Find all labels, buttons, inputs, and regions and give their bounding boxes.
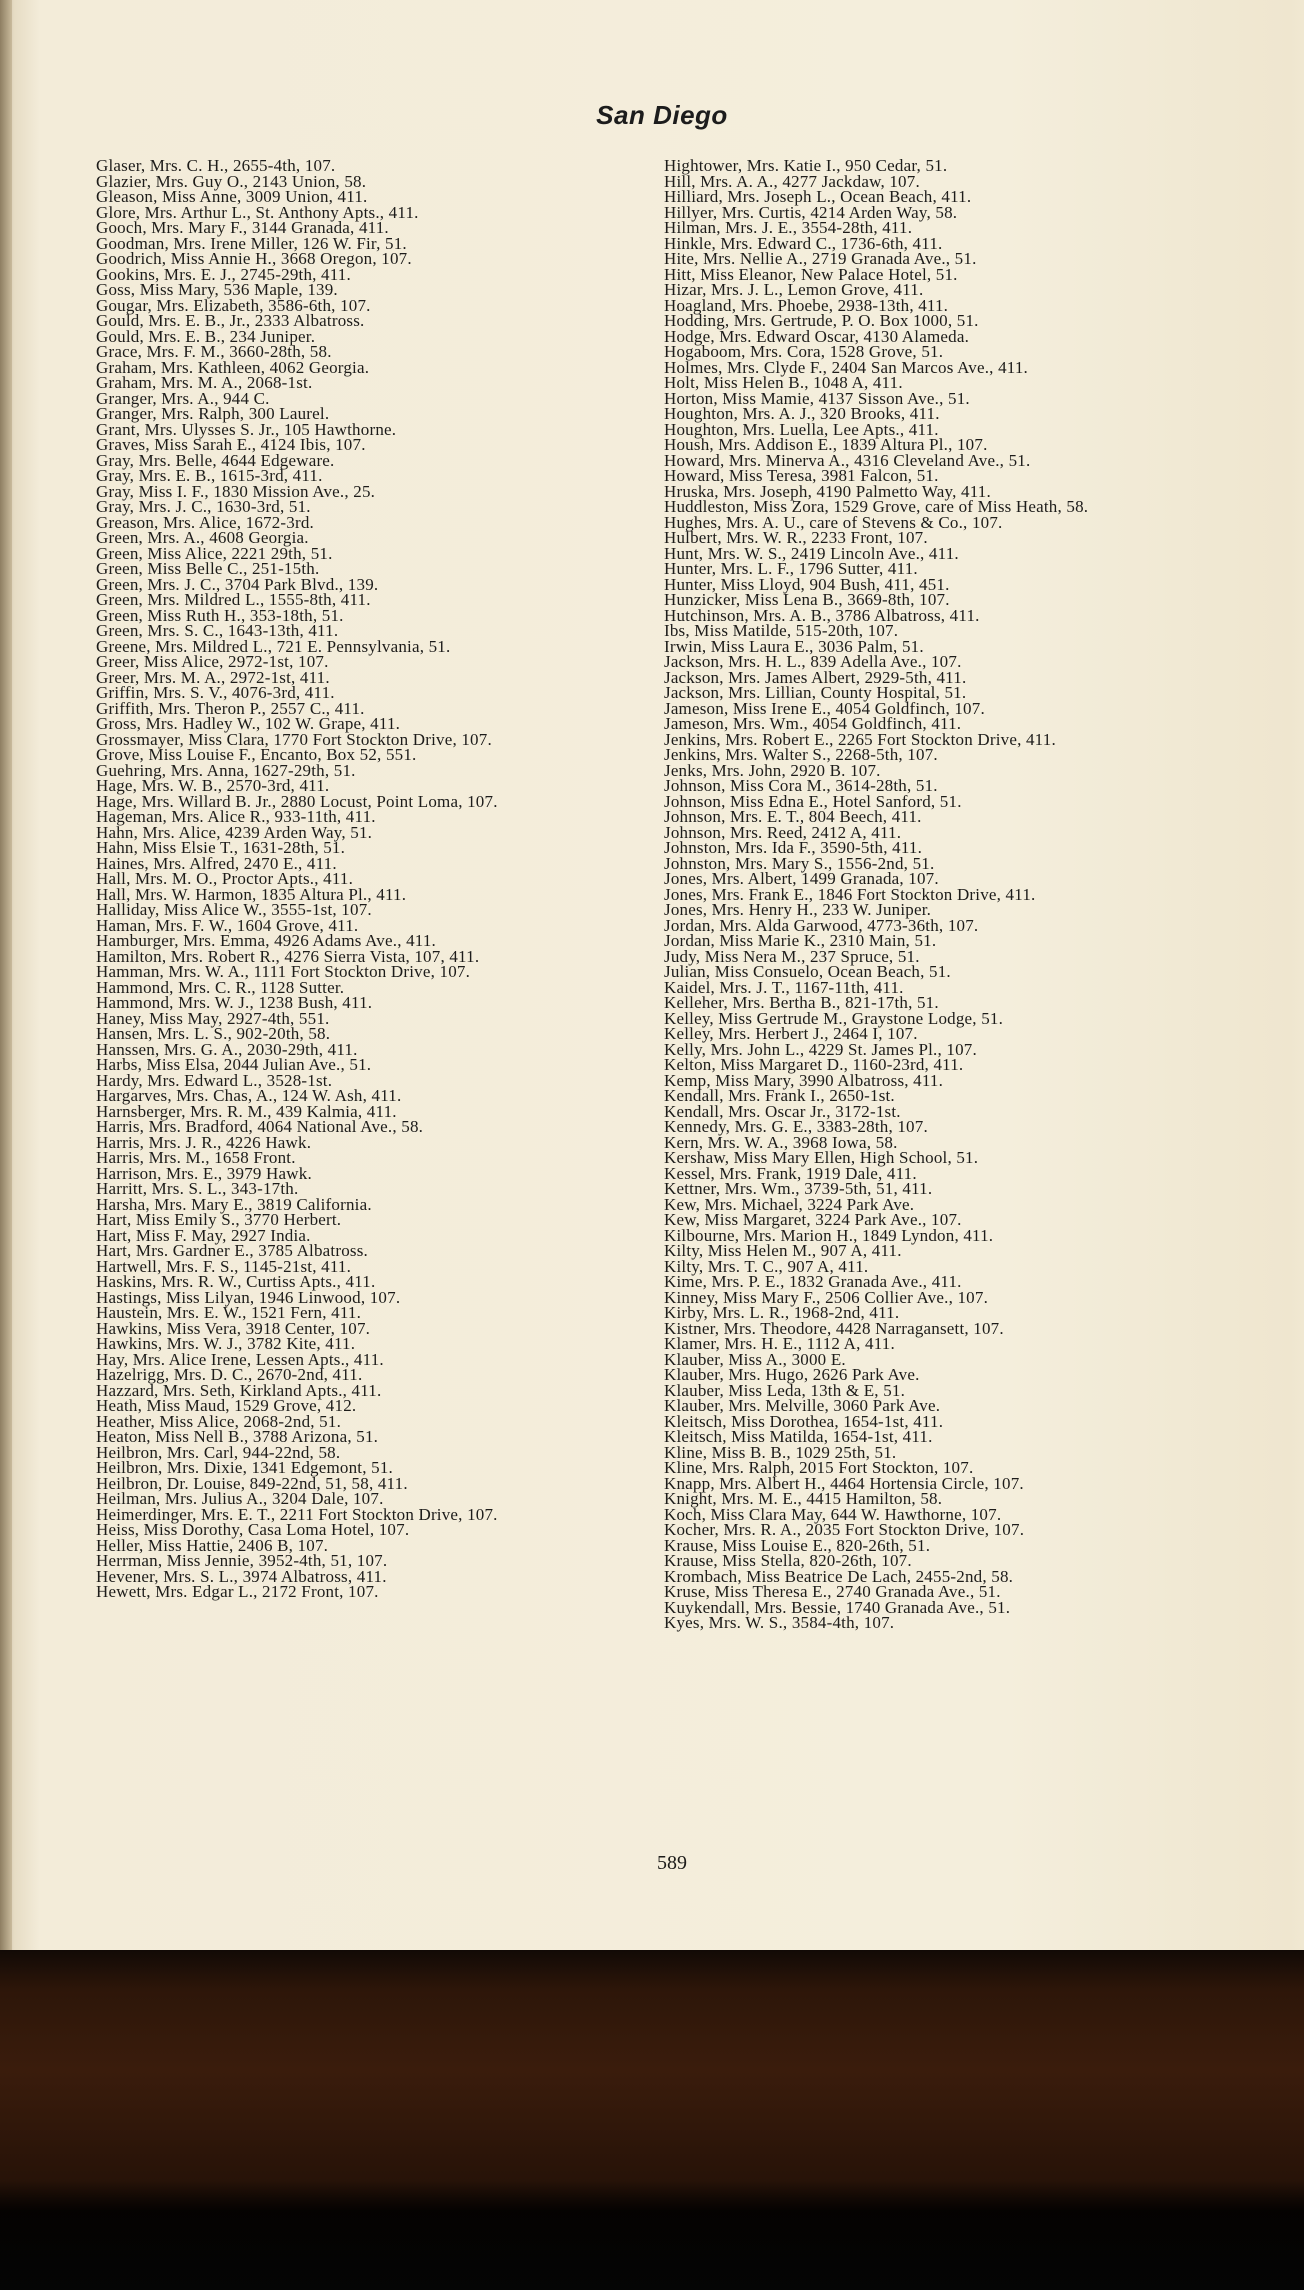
right-column xyxy=(664,158,1219,1631)
directory-entry: Hargarves, Mrs. Chas, A., 124 W. Ash, 411. xyxy=(96,1086,402,1105)
directory-entry: Grace, Mrs. F. M., 3660-28th, 58. xyxy=(96,342,332,361)
directory-entry: Hamburger, Mrs. Emma, 4926 Adams Ave., 411. xyxy=(96,931,437,950)
directory-entry: Kyes, Mrs. W. S., 3584-4th, 107. xyxy=(664,1613,895,1632)
directory-entry: Guehring, Mrs. Anna, 1627-29th, 51. xyxy=(96,760,356,780)
directory-entry: Kaidel, Mrs. J. T., 1167-11th, 411. xyxy=(664,977,904,997)
directory-entry: Hutchinson, Mrs. A. B., 3786 Albatross, 411. xyxy=(664,605,980,625)
directory-entry: Krause, Miss Stella, 820-26th, 107. xyxy=(664,1551,912,1570)
directory-entry: Kilty, Miss Helen M., 907 A, 411. xyxy=(664,1241,902,1260)
directory-entry: Hart, Miss F. May, 2927 India. xyxy=(96,1225,311,1245)
directory-entry: Haines, Mrs. Alfred, 2470 E., 411. xyxy=(96,853,337,873)
directory-entry: Kemp, Miss Mary, 3990 Albatross, 411. xyxy=(664,1070,944,1090)
directory-entry: Hardy, Mrs. Edward L., 3528-1st. xyxy=(96,1070,333,1090)
directory-entry: Hunter, Miss Lloyd, 904 Bush, 411, 451. xyxy=(664,574,950,594)
directory-entry: Hall, Mrs. W. Harmon, 1835 Altura Pl., 411. xyxy=(96,884,407,904)
directory-entry: Harris, Mrs. J. R., 4226 Hawk. xyxy=(96,1132,312,1152)
directory-entry: Kocher, Mrs. R. A., 2035 Fort Stockton Drive, 107. xyxy=(664,1520,1025,1539)
directory-entry: Green, Mrs. J. C., 3704 Park Blvd., 139. xyxy=(96,574,379,594)
page-title: San Diego xyxy=(596,100,728,130)
directory-entry: Green, Mrs. Mildred L., 1555-8th, 411. xyxy=(96,590,371,609)
directory-entry: Kleitsch, Miss Dorothea, 1654-1st, 411. xyxy=(664,1411,944,1431)
directory-entry: Krause, Miss Louise E., 820-26th, 51. xyxy=(664,1535,931,1555)
directory-entry: Kelly, Mrs. John L., 4229 St. James Pl., 107. xyxy=(664,1039,977,1059)
directory-entry: Kruse, Miss Theresa E., 2740 Granada Ave., 51. xyxy=(664,1582,1001,1601)
directory-entry: Klauber, Mrs. Hugo, 2626 Park Ave. xyxy=(664,1365,920,1384)
directory-entry: Hart, Miss Emily S., 3770 Herbert. xyxy=(96,1210,342,1229)
directory-entry: Jordan, Miss Marie K., 2310 Main, 51. xyxy=(664,931,937,950)
directory-entry: Grove, Miss Louise F., Encanto, Box 52, 551. xyxy=(96,745,417,764)
directory-entry: Hawkins, Mrs. W. J., 3782 Kite, 411. xyxy=(96,1334,356,1353)
directory-entry: Kime, Mrs. P. E., 1832 Granada Ave., 411. xyxy=(664,1272,962,1291)
directory-entry: Gross, Mrs. Hadley W., 102 W. Grape, 411. xyxy=(96,714,401,733)
directory-entry: Haney, Miss May, 2927-4th, 551. xyxy=(96,1008,330,1028)
directory-entry: Greer, Miss Alice, 2972-1st, 107. xyxy=(96,652,329,671)
directory-entry: Hunt, Mrs. W. S., 2419 Lincoln Ave., 411. xyxy=(664,543,959,563)
directory-entry: Gray, Mrs. J. C., 1630-3rd, 51. xyxy=(96,497,311,516)
directory-entry: Kew, Mrs. Michael, 3224 Park Ave. xyxy=(664,1194,915,1214)
directory-entry: Hite, Mrs. Nellie A., 2719 Granada Ave., 51. xyxy=(664,249,977,268)
directory-entry: Hill, Mrs. A. A., 4277 Jackdaw, 107. xyxy=(664,171,920,191)
directory-entry: Glaser, Mrs. C. H., 2655-4th, 107. xyxy=(96,156,336,175)
directory-entry: Klauber, Miss Leda, 13th & E, 51. xyxy=(664,1380,906,1400)
directory-entry: Heiss, Miss Dorothy, Casa Loma Hotel, 107. xyxy=(96,1520,410,1539)
directory-entry: Greene, Mrs. Mildred L., 721 E. Pennsylvania, 51. xyxy=(96,636,451,656)
directory-entry: Hansen, Mrs. L. S., 902-20th, 58. xyxy=(96,1024,331,1043)
directory-entry: Harris, Mrs. M., 1658 Front. xyxy=(96,1148,296,1167)
directory-entry: Heath, Miss Maud, 1529 Grove, 412. xyxy=(96,1396,357,1415)
directory-entry: Gray, Miss I. F., 1830 Mission Ave., 25. xyxy=(96,481,376,501)
directory-entry: Jameson, Mrs. Wm., 4054 Goldfinch, 411. xyxy=(664,714,962,733)
directory-entry: Houghton, Mrs. A. J., 320 Brooks, 411. xyxy=(664,404,940,423)
directory-entry: Hunzicker, Miss Lena B., 3669-8th, 107. xyxy=(664,590,950,609)
directory-entry: Jameson, Miss Irene E., 4054 Goldfinch, 107. xyxy=(664,698,985,718)
directory-entry: Kinney, Miss Mary F., 2506 Collier Ave., 107. xyxy=(664,1287,989,1307)
directory-entry: Jackson, Mrs. H. L., 839 Adella Ave., 107. xyxy=(664,652,962,671)
directory-entry: Hilliard, Mrs. Joseph L., Ocean Beach, 411. xyxy=(664,187,972,206)
directory-entry: Harritt, Mrs. S. L., 343-17th. xyxy=(96,1179,299,1198)
directory-entry: Goss, Miss Mary, 536 Maple, 139. xyxy=(96,280,338,299)
directory-entry: Hall, Mrs. M. O., Proctor Apts., 411. xyxy=(96,869,354,888)
directory-entry: Hodge, Mrs. Edward Oscar, 4130 Alameda. xyxy=(664,326,970,346)
directory-entry: Green, Miss Alice, 2221 29th, 51. xyxy=(96,543,333,563)
directory-entry: Jenkins, Mrs. Walter S., 2268-5th, 107. xyxy=(664,745,938,764)
directory-entry: Jackson, Mrs. Lillian, County Hospital, 51. xyxy=(664,683,967,702)
directory-entry: Hughes, Mrs. A. U., care of Stevens & Co., 107. xyxy=(664,512,1003,532)
directory-entry: Johnston, Mrs. Ida F., 3590-5th, 411. xyxy=(664,838,923,857)
directory-entry: Graham, Mrs. M. A., 2068-1st. xyxy=(96,373,313,392)
directory-entry: Haustein, Mrs. E. W., 1521 Fern, 411. xyxy=(96,1303,362,1322)
directory-entry: Kelton, Miss Margaret D., 1160-23rd, 411. xyxy=(664,1055,964,1074)
directory-entry: Hage, Mrs. Willard B. Jr., 2880 Locust, Point Loma, 107. xyxy=(96,791,498,811)
directory-entry: Irwin, Miss Laura E., 3036 Palm, 51. xyxy=(664,636,924,656)
directory-entry: Haman, Mrs. F. W., 1604 Grove, 411. xyxy=(96,915,359,935)
directory-entry: Kistner, Mrs. Theodore, 4428 Narragansett, 107. xyxy=(664,1318,1004,1338)
directory-entry: Jackson, Mrs. James Albert, 2929-5th, 411. xyxy=(664,667,967,687)
directory-entry: Johnson, Miss Cora M., 3614-28th, 51. xyxy=(664,776,938,795)
directory-entry: Jones, Mrs. Frank E., 1846 Fort Stockton Drive, 411. xyxy=(664,884,1036,904)
directory-entry: Gray, Mrs. Belle, 4644 Edgeware. xyxy=(96,450,335,470)
directory-entry: Jordan, Mrs. Alda Garwood, 4773-36th, 107. xyxy=(664,915,979,935)
directory-entry: Grant, Mrs. Ulysses S. Jr., 105 Hawthorne. xyxy=(96,419,397,439)
directory-entry: Howard, Mrs. Minerva A., 4316 Cleveland Ave., 51. xyxy=(664,450,1031,470)
directory-entry: Judy, Miss Nera M., 237 Spruce, 51. xyxy=(664,946,920,966)
page-number: 589 xyxy=(657,1852,687,1874)
directory-entry: Hawkins, Miss Vera, 3918 Center, 107. xyxy=(96,1318,371,1338)
directory-entry: Kettner, Mrs. Wm., 3739-5th, 51, 411. xyxy=(664,1179,933,1198)
directory-entry: Hanssen, Mrs. G. A., 2030-29th, 411. xyxy=(96,1039,358,1059)
directory-entry: Kendall, Mrs. Frank I., 2650-1st. xyxy=(664,1086,895,1105)
directory-entry: Heaton, Miss Nell B., 3788 Arizona, 51. xyxy=(96,1427,379,1446)
directory-entry: Green, Mrs. A., 4608 Georgia. xyxy=(96,528,309,547)
directory-entry: Hammond, Mrs. C. R., 1128 Sutter. xyxy=(96,977,345,997)
directory-entry: Griffith, Mrs. Theron P., 2557 C., 411. xyxy=(96,698,365,718)
directory-entry: Harnsberger, Mrs. R. M., 439 Kalmia, 411. xyxy=(96,1101,397,1121)
directory-entry: Hinkle, Mrs. Edward C., 1736-6th, 411. xyxy=(664,233,943,253)
directory-entry: Gray, Mrs. E. B., 1615-3rd, 411. xyxy=(96,466,323,485)
directory-entry: Hageman, Mrs. Alice R., 933-11th, 411. xyxy=(96,807,376,826)
directory-entry: Hogaboom, Mrs. Cora, 1528 Grove, 51. xyxy=(664,342,944,361)
directory-entry: Klamer, Mrs. H. E., 1112 A, 411. xyxy=(664,1334,895,1353)
directory-entry: Graves, Miss Sarah E., 4124 Ibis, 107. xyxy=(96,435,366,454)
directory-entry: Green, Miss Ruth H., 353-18th, 51. xyxy=(96,605,344,625)
directory-entry: Hulbert, Mrs. W. R., 2233 Front, 107. xyxy=(664,528,928,547)
directory-entry: Hay, Mrs. Alice Irene, Lessen Apts., 411. xyxy=(96,1349,384,1369)
directory-entry: Klauber, Mrs. Melville, 3060 Park Ave. xyxy=(664,1396,941,1415)
directory-entry: Jones, Mrs. Henry H., 233 W. Juniper. xyxy=(664,900,932,919)
directory-entry: Kilty, Mrs. T. C., 907 A, 411. xyxy=(664,1256,869,1276)
directory-entry: Haskins, Mrs. R. W., Curtiss Apts., 411. xyxy=(96,1272,376,1291)
directory-entry: Heather, Miss Alice, 2068-2nd, 51. xyxy=(96,1411,342,1431)
directory-entry: Heilbron, Mrs. Dixie, 1341 Edgemont, 51. xyxy=(96,1458,393,1477)
directory-entry: Heilman, Mrs. Julius A., 3204 Dale, 107. xyxy=(96,1489,384,1508)
directory-entry: Hizar, Mrs. J. L., Lemon Grove, 411. xyxy=(664,280,924,299)
directory-entry: Kennedy, Mrs. G. E., 3383-28th, 107. xyxy=(664,1117,928,1136)
directory-entry: Kilbourne, Mrs. Marion H., 1849 Lyndon, 411. xyxy=(664,1225,994,1245)
directory-entry: Jenkins, Mrs. Robert E., 2265 Fort Stockton Drive, 411. xyxy=(664,729,1056,749)
directory-entry: Huddleston, Miss Zora, 1529 Grove, care of Miss Heath, 58. xyxy=(664,497,1089,516)
directory-entry: Johnston, Mrs. Mary S., 1556-2nd, 51. xyxy=(664,853,935,873)
directory-entry: Gooch, Mrs. Mary F., 3144 Granada, 411. xyxy=(96,218,389,237)
directory-entry: Horton, Miss Mamie, 4137 Sisson Ave., 51. xyxy=(664,388,970,408)
directory-entry: Kline, Miss B. B., 1029 25th, 51. xyxy=(664,1442,897,1462)
directory-entry: Hammond, Mrs. W. J., 1238 Bush, 411. xyxy=(96,993,373,1012)
directory-entry: Hamman, Mrs. W. A., 1111 Fort Stockton Drive, 107. xyxy=(96,962,471,981)
directory-entry: Heilbron, Mrs. Carl, 944-22nd, 58. xyxy=(96,1442,341,1462)
directory-entry: Hightower, Mrs. Katie I., 950 Cedar, 51. xyxy=(664,156,948,175)
directory-entry: Kessel, Mrs. Frank, 1919 Dale, 411. xyxy=(664,1163,917,1183)
directory-entry: Halliday, Miss Alice W., 3555-1st, 107. xyxy=(96,900,372,919)
directory-entry: Kirby, Mrs. L. R., 1968-2nd, 411. xyxy=(664,1303,900,1322)
directory-entry: Harrison, Mrs. E., 3979 Hawk. xyxy=(96,1163,312,1183)
directory-entry: Green, Mrs. S. C., 1643-13th, 411. xyxy=(96,621,339,640)
directory-entry: Holt, Miss Helen B., 1048 A, 411. xyxy=(664,373,903,392)
directory-entry: Johnson, Mrs. E. T., 804 Beech, 411. xyxy=(664,807,922,826)
directory-entry: Hage, Mrs. W. B., 2570-3rd, 411. xyxy=(96,776,330,795)
directory-entry: Hazzard, Mrs. Seth, Kirkland Apts., 411. xyxy=(96,1380,382,1400)
directory-entry: Kline, Mrs. Ralph, 2015 Fort Stockton, 107. xyxy=(664,1458,974,1477)
directory-entry: Jones, Mrs. Albert, 1499 Granada, 107. xyxy=(664,869,939,888)
directory-entry: Hilman, Mrs. J. E., 3554-28th, 411. xyxy=(664,218,913,237)
directory-entry: Kendall, Mrs. Oscar Jr., 3172-1st. xyxy=(664,1101,901,1121)
directory-entry: Knight, Mrs. M. E., 4415 Hamilton, 58. xyxy=(664,1489,943,1508)
directory-entry: Hahn, Mrs. Alice, 4239 Arden Way, 51. xyxy=(96,822,373,842)
directory-entry: Kershaw, Miss Mary Ellen, High School, 51. xyxy=(664,1148,979,1167)
background-shadow xyxy=(0,2180,1304,2290)
directory-entry: Kleitsch, Miss Matilda, 1654-1st, 411. xyxy=(664,1427,933,1446)
directory-entry: Kuykendall, Mrs. Bessie, 1740 Granada Ave., 51. xyxy=(664,1597,1011,1617)
directory-entry: Hartwell, Mrs. F. S., 1145-21st, 411. xyxy=(96,1256,352,1276)
directory-entry: Hazelrigg, Mrs. D. C., 2670-2nd, 411. xyxy=(96,1365,363,1384)
directory-entry: Glore, Mrs. Arthur L., St. Anthony Apts., 411. xyxy=(96,202,419,222)
directory-entry: Griffin, Mrs. S. V., 4076-3rd, 411. xyxy=(96,683,335,702)
directory-entry: Green, Miss Belle C., 251-15th. xyxy=(96,559,320,578)
directory-entry: Hahn, Miss Elsie T., 1631-28th, 51. xyxy=(96,838,346,857)
directory-entry: Kew, Miss Margaret, 3224 Park Ave., 107. xyxy=(664,1210,962,1229)
directory-entry: Hruska, Mrs. Joseph, 4190 Palmetto Way, 411. xyxy=(664,481,991,501)
directory-entry: Goodrich, Miss Annie H., 3668 Oregon, 107. xyxy=(96,249,412,268)
directory-entry: Kelley, Mrs. Herbert J., 2464 I, 107. xyxy=(664,1024,918,1043)
directory-entry: Graham, Mrs. Kathleen, 4062 Georgia. xyxy=(96,357,370,377)
directory-entry: Kelley, Miss Gertrude M., Graystone Lodge, 51. xyxy=(664,1008,1004,1028)
directory-entry: Jenks, Mrs. John, 2920 B. 107. xyxy=(664,760,881,780)
directory-entry: Glazier, Mrs. Guy O., 2143 Union, 58. xyxy=(96,171,367,191)
directory-entry: Gougar, Mrs. Elizabeth, 3586-6th, 107. xyxy=(96,295,371,315)
directory-entry: Koch, Miss Clara May, 644 W. Hawthorne, 107. xyxy=(664,1504,1002,1524)
directory-entry: Heilbron, Dr. Louise, 849-22nd, 51, 58, 411. xyxy=(96,1473,408,1493)
directory-entry: Johnson, Miss Edna E., Hotel Sanford, 51. xyxy=(664,791,962,811)
directory-entry: Hewett, Mrs. Edgar L., 2172 Front, 107. xyxy=(96,1582,379,1601)
directory-entry: Hamilton, Mrs. Robert R., 4276 Sierra Vista, 107, 411. xyxy=(96,946,480,966)
directory-entry: Harsha, Mrs. Mary E., 3819 California. xyxy=(96,1194,372,1214)
directory-entry: Kern, Mrs. W. A., 3968 Iowa, 58. xyxy=(664,1132,898,1152)
left-column xyxy=(96,158,656,1600)
directory-entry: Grossmayer, Miss Clara, 1770 Fort Stockton Drive, 107. xyxy=(96,729,492,749)
directory-entry: Granger, Mrs. Ralph, 300 Laurel. xyxy=(96,404,330,423)
directory-entry: Howard, Miss Teresa, 3981 Falcon, 51. xyxy=(664,466,939,485)
directory-entry: Gleason, Miss Anne, 3009 Union, 411. xyxy=(96,187,368,206)
directory-entry: Hevener, Mrs. S. L., 3974 Albatross, 411. xyxy=(96,1566,387,1586)
directory-entry: Hart, Mrs. Gardner E., 3785 Albatross. xyxy=(96,1241,368,1260)
directory-entry: Harris, Mrs. Bradford, 4064 National Ave., 58. xyxy=(96,1117,424,1136)
directory-entry: Holmes, Mrs. Clyde F., 2404 San Marcos Ave., 411. xyxy=(664,357,1029,377)
directory-entry: Goodman, Mrs. Irene Miller, 126 W. Fir, 51. xyxy=(96,233,407,253)
directory-entry: Gookins, Mrs. E. J., 2745-29th, 411. xyxy=(96,264,351,284)
directory-entry: Krombach, Miss Beatrice De Lach, 2455-2nd, 58. xyxy=(664,1566,1014,1586)
directory-entry: Johnson, Mrs. Reed, 2412 A, 411. xyxy=(664,822,902,842)
directory-entry: Hillyer, Mrs. Curtis, 4214 Arden Way, 58. xyxy=(664,202,958,222)
directory-entry: Granger, Mrs. A., 944 C. xyxy=(96,388,270,408)
directory-entry: Knapp, Mrs. Albert H., 4464 Hortensia Circle, 107. xyxy=(664,1473,1024,1493)
directory-entry: Julian, Miss Consuelo, Ocean Beach, 51. xyxy=(664,962,951,981)
directory-entry: Hoagland, Mrs. Phoebe, 2938-13th, 411. xyxy=(664,295,949,315)
directory-entry: Hodding, Mrs. Gertrude, P. O. Box 1000, 51. xyxy=(664,311,979,330)
directory-entry: Heimerdinger, Mrs. E. T., 2211 Fort Stockton Drive, 107. xyxy=(96,1504,498,1524)
directory-entry: Gould, Mrs. E. B., Jr., 2333 Albatross. xyxy=(96,311,365,330)
directory-entry: Hunter, Mrs. L. F., 1796 Sutter, 411. xyxy=(664,559,918,578)
directory-entry: Ibs, Miss Matilde, 515-20th, 107. xyxy=(664,621,899,640)
directory-entry: Hitt, Miss Eleanor, New Palace Hotel, 51. xyxy=(664,264,958,284)
directory-entry: Hastings, Miss Lilyan, 1946 Linwood, 107. xyxy=(96,1287,401,1307)
directory-entry: Greason, Mrs. Alice, 1672-3rd. xyxy=(96,512,314,532)
directory-entry: Klauber, Miss A., 3000 E. xyxy=(664,1349,846,1369)
directory-entry: Houghton, Mrs. Luella, Lee Apts., 411. xyxy=(664,419,939,439)
directory-entry: Heller, Miss Hattie, 2406 B, 107. xyxy=(96,1535,329,1555)
directory-entry: Kelleher, Mrs. Bertha B., 821-17th, 51. xyxy=(664,993,939,1012)
directory-entry: Herrman, Miss Jennie, 3952-4th, 51, 107. xyxy=(96,1551,388,1570)
directory-entry: Greer, Mrs. M. A., 2972-1st, 411. xyxy=(96,667,330,687)
page-binding-edge xyxy=(0,0,12,1950)
directory-entry: Harbs, Miss Elsa, 2044 Julian Ave., 51. xyxy=(96,1055,372,1074)
directory-entry: Gould, Mrs. E. B., 234 Juniper. xyxy=(96,326,316,346)
directory-entry: Housh, Mrs. Addison E., 1839 Altura Pl., 107. xyxy=(664,435,988,454)
